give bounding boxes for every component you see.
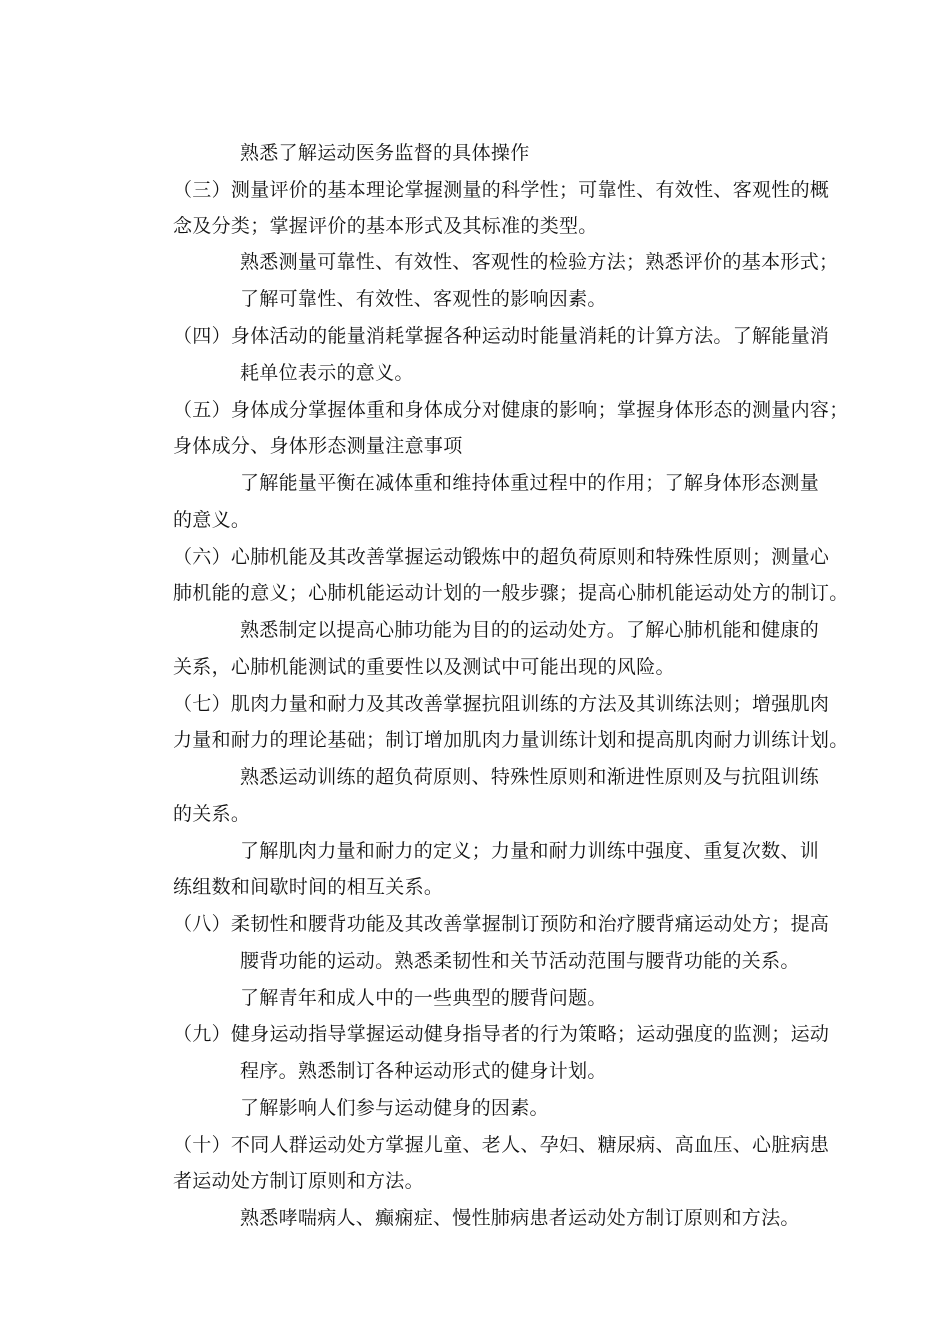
text-line: 熟悉哮喘病人、癫痫症、慢性肺病患者运动处方制订原则和方法。 — [240, 1207, 800, 1229]
text-line: 熟悉测量可靠性、有效性、客观性的检验方法；熟悉评价的基本形式； — [240, 251, 839, 273]
text-line: 关系，心肺机能测试的重要性以及测试中可能出现的风险。 — [173, 656, 675, 678]
text-line: 了解肌肉力量和耐力的定义；力量和耐力训练中强度、重复次数、训 — [240, 840, 820, 862]
text-line: 耗单位表示的意义。 — [240, 362, 414, 384]
text-line: 力量和耐力的理论基础；制订增加肌肉力量训练计划和提高肌肉耐力训练计划。 — [173, 729, 849, 751]
text-line: 熟悉了解运动医务监督的具体操作 — [240, 142, 530, 164]
text-line: 了解可靠性、有效性、客观性的影响因素。 — [240, 288, 607, 310]
section-heading-7: （七）肌肉力量和耐力及其改善掌握抗阻训练的方法及其训练法则；增强肌肉 — [173, 693, 830, 715]
section-heading-5: （五）身体成分掌握体重和身体成分对健康的影响；掌握身体形态的测量内容； — [173, 399, 849, 421]
text-line: 了解影响人们参与运动健身的因素。 — [240, 1097, 549, 1119]
text-line: 熟悉运动训练的超负荷原则、特殊性原则和渐进性原则及与抗阻训练 — [240, 766, 820, 788]
text-line: 了解能量平衡在减体重和维持体重过程中的作用；了解身体形态测量 — [240, 472, 820, 494]
text-line: 腰背功能的运动。熟悉柔韧性和关节活动范围与腰背功能的关系。 — [240, 950, 800, 972]
text-line: 的关系。 — [173, 803, 251, 825]
text-line: 身体成分、身体形态测量注意事项 — [173, 435, 463, 457]
text-line: 者运动处方制订原则和方法。 — [173, 1170, 424, 1192]
section-heading-8: （八）柔韧性和腰背功能及其改善掌握制订预防和治疗腰背痛运动处方；提高 — [173, 913, 830, 935]
section-heading-3: （三）测量评价的基本理论掌握测量的科学性；可靠性、有效性、客观性的概 — [173, 179, 830, 201]
text-line: 念及分类；掌握评价的基本形式及其标准的类型。 — [173, 215, 598, 237]
section-heading-9: （九）健身运动指导掌握运动健身指导者的行为策略；运动强度的监测；运动 — [173, 1023, 830, 1045]
text-line: 练组数和间歇时间的相互关系。 — [173, 876, 444, 898]
text-line: 肺机能的意义；心肺机能运动计划的一般步骤；提高心肺机能运动处方的制订。 — [173, 582, 849, 604]
text-line: 的意义。 — [173, 509, 251, 531]
section-heading-4: （四）身体活动的能量消耗掌握各种运动时能量消耗的计算方法。了解能量消 — [173, 325, 830, 347]
section-heading-6: （六）心肺机能及其改善掌握运动锻炼中的超负荷原则和特殊性原则；测量心 — [173, 546, 830, 568]
text-line: 程序。熟悉制订各种运动形式的健身计划。 — [240, 1060, 607, 1082]
text-line: 了解青年和成人中的一些典型的腰背问题。 — [240, 987, 607, 1009]
section-heading-10: （十）不同人群运动处方掌握儿童、老人、孕妇、糖尿病、高血压、心脏病患 — [173, 1134, 830, 1156]
text-line: 熟悉制定以提高心肺功能为目的的运动处方。了解心肺机能和健康的 — [240, 619, 820, 641]
